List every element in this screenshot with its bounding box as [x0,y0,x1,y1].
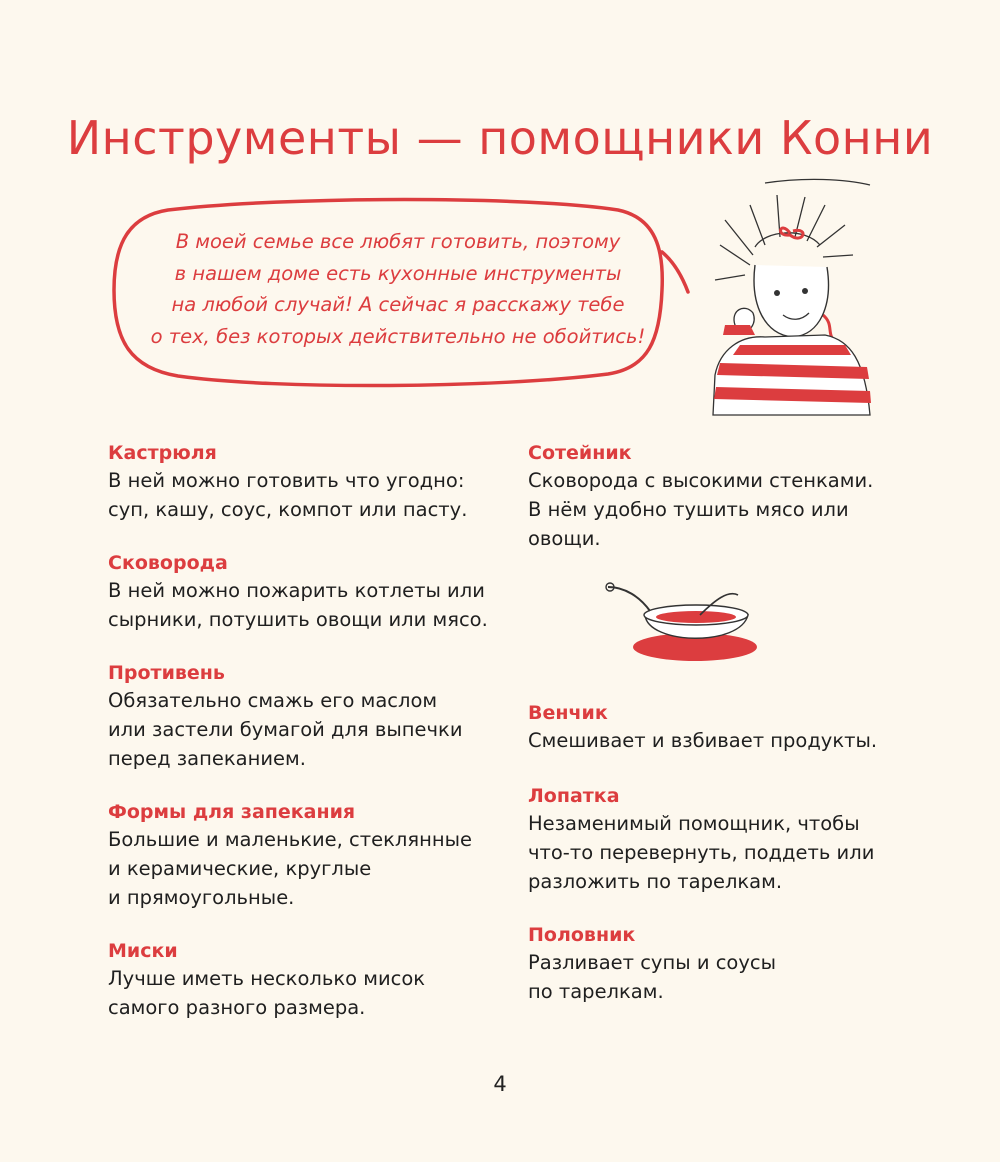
page-title: Инструменты — помощники Конни [66,110,934,165]
tool-description [528,726,908,755]
tool-title: Сотейник [528,442,632,464]
description-line: и керамические, круглые [108,857,372,880]
tool-description [108,466,488,524]
description-line: Сковорода с высокими стенками. [528,469,874,492]
description-line: Обязательно смажь его маслом [108,689,438,712]
description-line: В нём удобно тушить мясо или [528,498,849,521]
tool-item [528,440,908,553]
tool-description [108,686,488,773]
description-line: самого разного размера. [108,996,366,1019]
speech-bubble [108,190,668,390]
description-line: Разливает супы и соусы [528,951,776,974]
tool-item [108,799,488,912]
description-line: по тарелкам. [528,980,664,1003]
tool-description [108,576,488,634]
tool-title: Сковорода [108,552,228,574]
tool-item [108,938,488,1022]
bubble-line: в нашем доме есть кухонные инструменты [174,261,622,285]
tool-item [108,550,488,634]
connie-illustration [695,175,890,420]
tool-description [528,809,908,896]
bubble-line: о тех, без которых действительно не обойтись! [150,324,646,348]
tool-title: Противень [108,662,225,684]
tool-item [528,922,908,1006]
description-line: что-то перевернуть, поддеть или [528,841,875,864]
description-line: В ней можно готовить что угодно: [108,469,465,492]
tool-title: Лопатка [528,785,620,807]
tool-title: Формы для запекания [108,801,356,823]
page-number: 4 [493,1072,507,1096]
tools-column-left [108,440,488,1022]
description-line: Большие и маленькие, стеклянные [108,828,472,851]
tool-item [108,440,488,524]
tool-item [528,700,908,755]
description-line: разложить по тарелкам. [528,870,783,893]
tool-item [528,783,908,896]
tool-description [108,825,488,912]
description-line: или застели бумагой для выпечки [108,718,463,741]
description-line: овощи. [528,527,601,550]
tool-title: Миски [108,940,178,962]
tool-item [108,660,488,773]
bubble-line: В моей семье все любят готовить, поэтому [175,230,621,253]
tool-description [108,964,488,1022]
description-line: В ней можно пожарить котлеты или [108,579,485,602]
tool-description [528,948,908,1006]
description-line: Лучше иметь несколько мисок [108,967,426,990]
bubble-line: на любой случай! А сейчас я расскажу тебе [171,293,625,316]
tools-column-right [528,440,908,1006]
description-line: суп, кашу, соус, компот или пасту. [108,498,468,521]
tool-title: Кастрюля [108,442,217,464]
speech-bubble-text [138,226,658,352]
description-line: перед запеканием. [108,747,306,770]
description-line: и прямоугольные. [108,886,295,909]
tool-title: Половник [528,924,636,946]
description-line: Незаменимый помощник, чтобы [528,812,860,835]
description-line: Смешивает и взбивает продукты. [528,729,878,752]
description-line: сырники, потушить овощи или мясо. [108,608,488,631]
tool-title: Венчик [528,702,608,724]
tool-description [528,466,908,553]
